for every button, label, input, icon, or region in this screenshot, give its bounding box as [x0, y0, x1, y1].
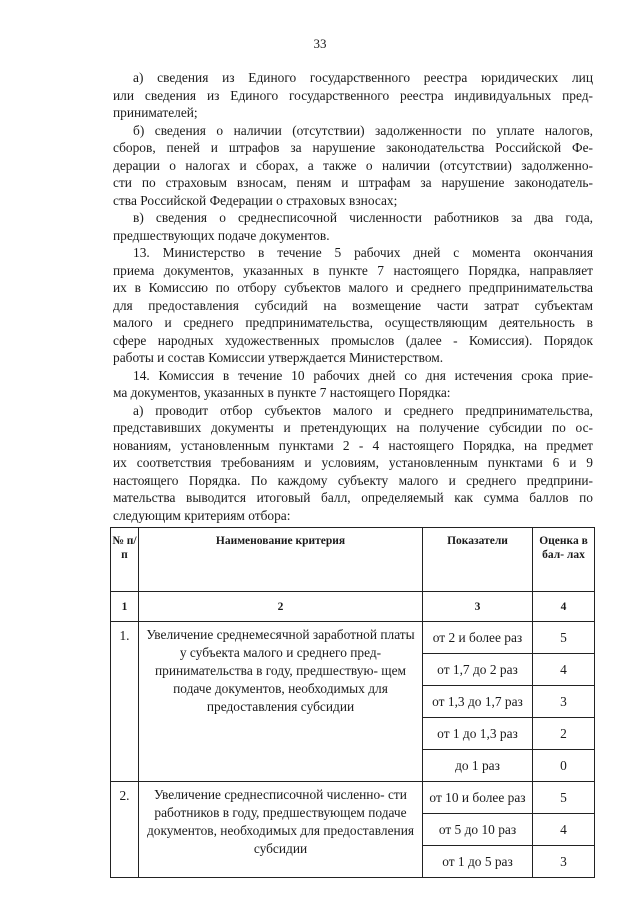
column-number: 1: [111, 592, 139, 622]
text-line: для предоставления субсидий на возмещение части затрат субъектам: [113, 297, 593, 313]
text-line: работы и состав Комиссии утверждается Министерством.: [113, 350, 444, 365]
indicator: до 1 раз: [423, 750, 533, 782]
text-line: приема документов, указанных в пункте 7 настоящего Порядка, направляет: [113, 262, 593, 278]
text-line: их соответствия требованиям и условиям, установленным пунктами 6 и 9: [113, 455, 593, 470]
header-criterion-name: Наименование критерия: [139, 528, 423, 592]
text-line: предшествующих подаче документов.: [113, 227, 330, 243]
criterion-number: 1.: [111, 622, 139, 782]
table-header-row: [111, 528, 595, 592]
table-row: [111, 782, 595, 814]
column-number-row: [111, 592, 595, 622]
text-line: сти по страховым взносам, пеням и штрафам за нарушение законодатель-: [113, 175, 593, 190]
indicator: от 1,3 до 1,7 раз: [423, 686, 533, 718]
text-line: настоящего Порядка. По каждому субъекту малого и среднего предприни-: [113, 472, 593, 488]
text-line: следующим критериям отбора:: [113, 507, 291, 523]
text-line: малого и среднего предпринимательства, осуществляющим деятельность в: [113, 315, 593, 330]
indicator: от 5 до 10 раз: [423, 814, 533, 846]
text-line: нованиям, установленным пунктами 2 - 4 настоящего Порядка, на предмет: [113, 437, 593, 453]
text-line: дерации о налогах и сборах, а также о наличии (отсутствии) задолженно-: [113, 157, 593, 173]
indicator: от 1 до 1,3 раз: [423, 718, 533, 750]
text-line: принимателей;: [113, 105, 198, 120]
score: 5: [533, 782, 595, 814]
score: 5: [533, 622, 595, 654]
text-line: 14. Комиссия в течение 10 рабочих дней со дня истечения срока прие-: [133, 367, 593, 383]
header-indicators: Показатели: [423, 528, 533, 592]
score: 3: [533, 686, 595, 718]
criterion-number: 2.: [111, 782, 139, 878]
table-row: [111, 622, 595, 654]
text-line: сборов, пеней и штрафов за нарушение законодательства Российской Фе-: [113, 140, 593, 155]
header-score: Оценка в бал- лах: [533, 528, 595, 592]
score: 4: [533, 814, 595, 846]
indicator: от 2 и более раз: [423, 622, 533, 654]
text-line: ства Российской Федерации о страховых взносах;: [113, 192, 398, 208]
column-number: 2: [139, 592, 423, 622]
text-line: или сведения из Единого государственного реестра индивидуальных пред-: [113, 87, 593, 103]
indicator: от 1,7 до 2 раз: [423, 654, 533, 686]
score: 4: [533, 654, 595, 686]
score: 0: [533, 750, 595, 782]
header-num: № п/п: [111, 528, 139, 592]
criteria-table: [110, 527, 595, 878]
text-line: б) сведения о наличии (отсутствии) задолженности по уплате налогов,: [133, 122, 593, 138]
indicator: от 1 до 5 раз: [423, 846, 533, 878]
score: 2: [533, 718, 595, 750]
page-number: 33: [313, 36, 327, 51]
text-line: в) сведения о среднесписочной численности работников за два года,: [133, 210, 593, 225]
text-line: представивших документы и претендующих на получение субсидии по ос-: [113, 420, 593, 435]
text-line: а) сведения из Единого государственного реестра юридических лиц: [133, 70, 593, 85]
score: 3: [533, 846, 595, 878]
text-line: ма документов, указанных в пункте 7 настоящего Порядка:: [113, 385, 451, 400]
criterion-name: Увеличение среднесписочной численно- сти работников в году, предшествующем подаче документов, необходимых для предоставления субсидии: [139, 782, 423, 878]
text-line: сфере народных художественных промыслов (далее - Комиссия). Порядок: [113, 332, 593, 348]
text-line: 13. Министерство в течение 5 рабочих дней с момента окончания: [133, 245, 593, 260]
criterion-name: Увеличение среднемесячной заработной платы у субъекта малого и среднего пред- принимательства в году, предшествую- щем подаче документов, необходимых для предоставления субсидии: [139, 622, 423, 782]
column-number: 3: [423, 592, 533, 622]
indicator: от 10 и более раз: [423, 782, 533, 814]
text-line: мательства выводится итоговый балл, определяемый как сумма баллов по: [113, 490, 593, 505]
text-line: а) проводит отбор субъектов малого и среднего предпринимательства,: [133, 402, 593, 418]
text-line: их в Комиссию по отбору субъектов малого и среднего предпринимательства: [113, 280, 593, 295]
column-number: 4: [533, 592, 595, 622]
